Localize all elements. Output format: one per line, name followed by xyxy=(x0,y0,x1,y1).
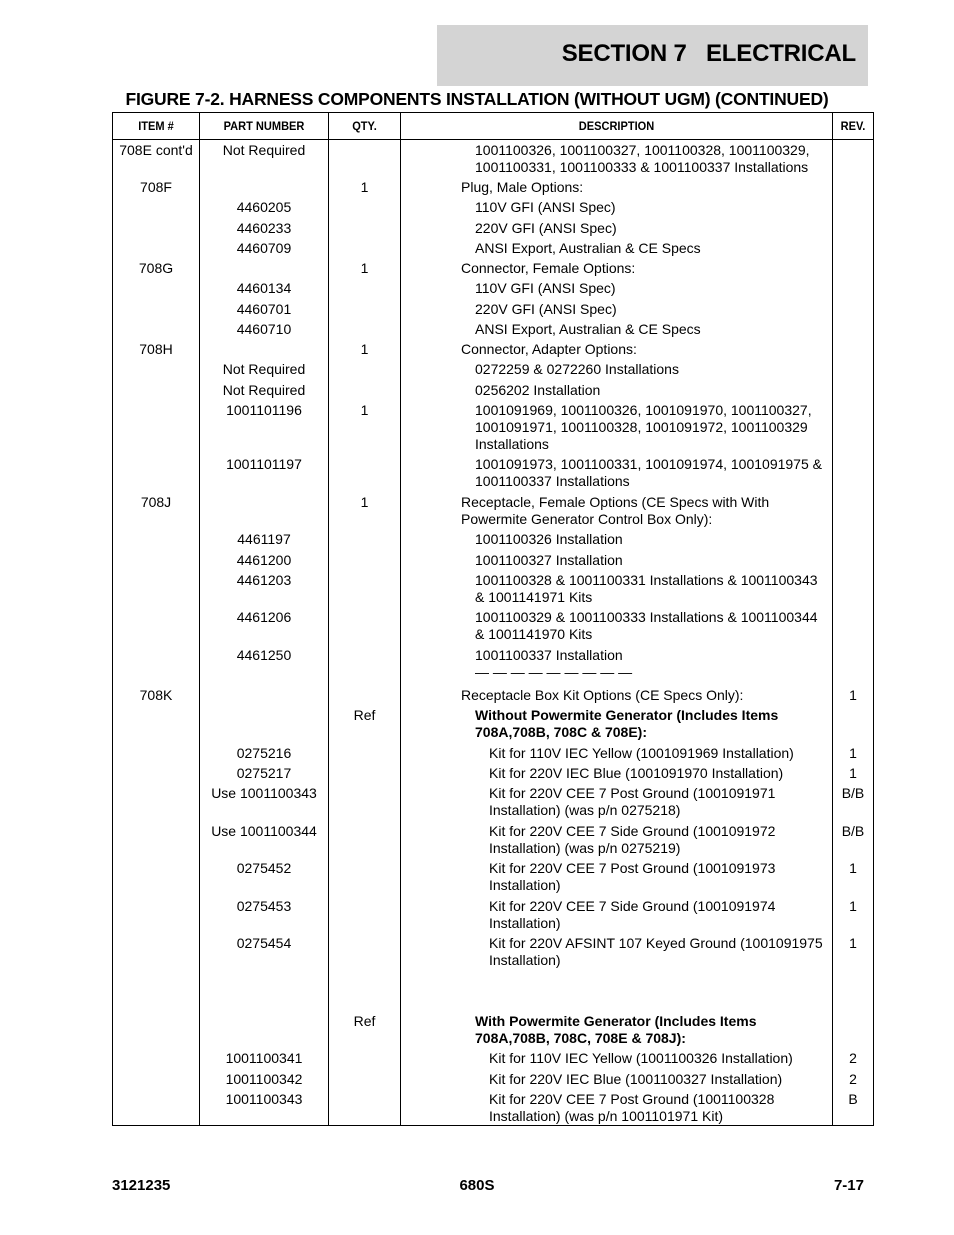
cell-part-number: 1001100341 xyxy=(225,1050,303,1066)
cell-revision: 1 xyxy=(849,765,857,781)
cell-description: Kit for 220V IEC Blue (1001091970 Installation) xyxy=(489,765,784,781)
header-divider xyxy=(113,139,873,140)
cell-description: Kit for 220V CEE 7 Post Ground (1001091971 Installation) (was p/n 0275218) xyxy=(489,785,776,818)
cell-description: Kit for 220V CEE 7 Post Ground (1001100328 Installation) (was p/n 1001101971 Kit) xyxy=(489,1091,775,1124)
cell-part-number: 0275453 xyxy=(236,898,292,914)
cell-part-number: 4461197 xyxy=(237,531,291,547)
cell-revision: 1 xyxy=(849,935,857,951)
cell-description: Connector, Female Options: xyxy=(461,260,636,276)
cell-quantity: 1 xyxy=(360,179,369,195)
cell-part-number: 1001100342 xyxy=(225,1071,303,1087)
cell-revision: B/B xyxy=(841,823,865,839)
section-banner xyxy=(437,25,868,86)
cell-description: 1001100337 Installation xyxy=(475,647,623,663)
cell-description: 1001091973, 1001100331, 1001091974, 1001091975 & 1001100337 Installations xyxy=(475,456,822,489)
cell-part-number: 4461200 xyxy=(236,552,292,568)
cell-revision: 2 xyxy=(849,1071,857,1087)
cell-part-number: Not Required xyxy=(222,361,306,377)
cell-description: Kit for 220V AFSINT 107 Keyed Ground (1001091975 Installation) xyxy=(489,935,823,968)
cell-revision: B xyxy=(848,1091,858,1107)
cell-part-number: 0275217 xyxy=(236,765,292,781)
cell-quantity: 1 xyxy=(360,402,369,418)
cell-part-number: 1001100343 xyxy=(225,1091,303,1107)
cell-part-number: 4460205 xyxy=(236,199,292,215)
cell-part-number: Not Required xyxy=(222,142,306,158)
cell-quantity: 1 xyxy=(360,260,369,276)
cell-description: 110V GFI (ANSI Spec) xyxy=(475,280,616,296)
cell-item-number: 708G xyxy=(138,260,174,276)
cell-description: 220V GFI (ANSI Spec) xyxy=(475,220,617,236)
cell-part-number: 4460701 xyxy=(236,301,292,317)
column-header-qty: QTY. xyxy=(352,119,377,133)
cell-description: Kit for 220V CEE 7 Side Ground (1001091974 Installation) xyxy=(489,898,776,931)
parts-table xyxy=(112,112,874,1126)
cell-item-number: 708J xyxy=(140,494,172,510)
cell-part-number: 1001101197 xyxy=(226,456,302,472)
cell-description: Kit for 110V IEC Yellow (1001091969 Installation) xyxy=(489,745,794,761)
cell-part-number: 4461206 xyxy=(236,609,292,625)
cell-part-number: Use 1001100343 xyxy=(211,785,317,801)
doc-number: 3121235 xyxy=(112,1177,171,1194)
cell-description: 1001100329 & 1001100333 Installations & 1001100344 & 1001141970 Kits xyxy=(475,609,818,642)
cell-part-number: Not Required xyxy=(222,382,306,398)
cell-description: Without Powermite Generator (Includes Items 708A,708B, 708C & 708E): xyxy=(475,707,779,740)
cell-description: Receptacle, Female Options (CE Specs with With Powermite Generator Control Box Only): xyxy=(461,494,770,527)
cell-description: 110V GFI (ANSI Spec) xyxy=(475,199,616,215)
cell-description: Plug, Male Options: xyxy=(461,179,584,195)
page-number: 7-17 xyxy=(833,1177,864,1194)
cell-revision: 1 xyxy=(849,860,857,876)
model-number: 680S xyxy=(459,1177,495,1194)
cell-description: Kit for 110V IEC Yellow (1001100326 Installation) xyxy=(489,1050,793,1066)
cell-description: — — — — — — — — — xyxy=(475,664,633,680)
cell-description: 1001100326, 1001100327, 1001100328, 1001100329, 1001100331, 1001100333 & 1001100337 Installations xyxy=(475,142,810,175)
cell-revision: B/B xyxy=(841,785,865,801)
cell-description: ANSI Export, Australian & CE Specs xyxy=(475,321,701,337)
cell-description: 1001100326 Installation xyxy=(475,531,623,547)
cell-quantity: 1 xyxy=(360,341,369,357)
cell-description: ANSI Export, Australian & CE Specs xyxy=(475,240,701,256)
cell-description: 1001100328 & 1001100331 Installations & 1001100343 & 1001141971 Kits xyxy=(475,572,818,605)
cell-revision: 1 xyxy=(849,687,857,703)
column-header-rev: REV. xyxy=(840,119,866,133)
cell-revision: 1 xyxy=(849,745,857,761)
cell-part-number: 4461250 xyxy=(236,647,292,663)
column-header-part-number: PART NUMBER xyxy=(223,119,305,133)
cell-part-number: 4461203 xyxy=(236,572,292,588)
cell-part-number: 4460710 xyxy=(236,321,292,337)
cell-part-number: Use 1001100344 xyxy=(211,823,317,839)
cell-description: 220V GFI (ANSI Spec) xyxy=(475,301,617,317)
cell-part-number: 4460233 xyxy=(236,220,292,236)
cell-item-number: 708H xyxy=(139,341,173,357)
cell-description: 1001091969, 1001100326, 1001091970, 1001100327, 1001091971, 1001100328, 1001091972, 1001100329 Installations xyxy=(475,402,812,452)
cell-description: 0256202 Installation xyxy=(475,382,601,398)
cell-description: Kit for 220V IEC Blue (1001100327 Installation) xyxy=(489,1071,783,1087)
column-header-description: DESCRIPTION xyxy=(578,119,655,133)
cell-description: With Powermite Generator (Includes Items 708A,708B, 708C, 708E & 708J): xyxy=(475,1013,757,1046)
cell-description: Kit for 220V CEE 7 Post Ground (1001091973 Installation) xyxy=(489,860,776,893)
column-header-item: ITEM # xyxy=(138,119,174,133)
cell-description: Kit for 220V CEE 7 Side Ground (1001091972 Installation) (was p/n 0275219) xyxy=(489,823,776,856)
cell-description: 1001100327 Installation xyxy=(475,552,623,568)
cell-part-number: 0275216 xyxy=(236,745,292,761)
cell-part-number: 0275454 xyxy=(236,935,292,951)
cell-item-number: 708K xyxy=(139,687,173,703)
cell-part-number: 1001101196 xyxy=(226,402,302,418)
cell-part-number: 0275452 xyxy=(236,860,292,876)
figure-title: FIGURE 7-2. HARNESS COMPONENTS INSTALLATION (WITHOUT UGM) (CONTINUED) xyxy=(125,89,829,109)
cell-revision: 2 xyxy=(849,1050,857,1066)
cell-part-number: 4460134 xyxy=(236,280,292,296)
column-divider xyxy=(832,113,833,1125)
cell-quantity: Ref xyxy=(353,707,376,723)
cell-item-number: 708F xyxy=(140,179,172,195)
cell-quantity: Ref xyxy=(353,1013,376,1029)
cell-revision: 1 xyxy=(849,898,857,914)
cell-description: 0272259 & 0272260 Installations xyxy=(475,361,679,377)
cell-quantity: 1 xyxy=(360,494,369,510)
cell-description: Connector, Adapter Options: xyxy=(461,341,637,357)
section-title: SECTION 7 ELECTRICAL xyxy=(561,40,856,67)
cell-part-number: 4460709 xyxy=(236,240,292,256)
cell-item-number: 708E cont'd xyxy=(119,142,193,158)
cell-description: Receptacle Box Kit Options (CE Specs Only): xyxy=(461,687,744,703)
